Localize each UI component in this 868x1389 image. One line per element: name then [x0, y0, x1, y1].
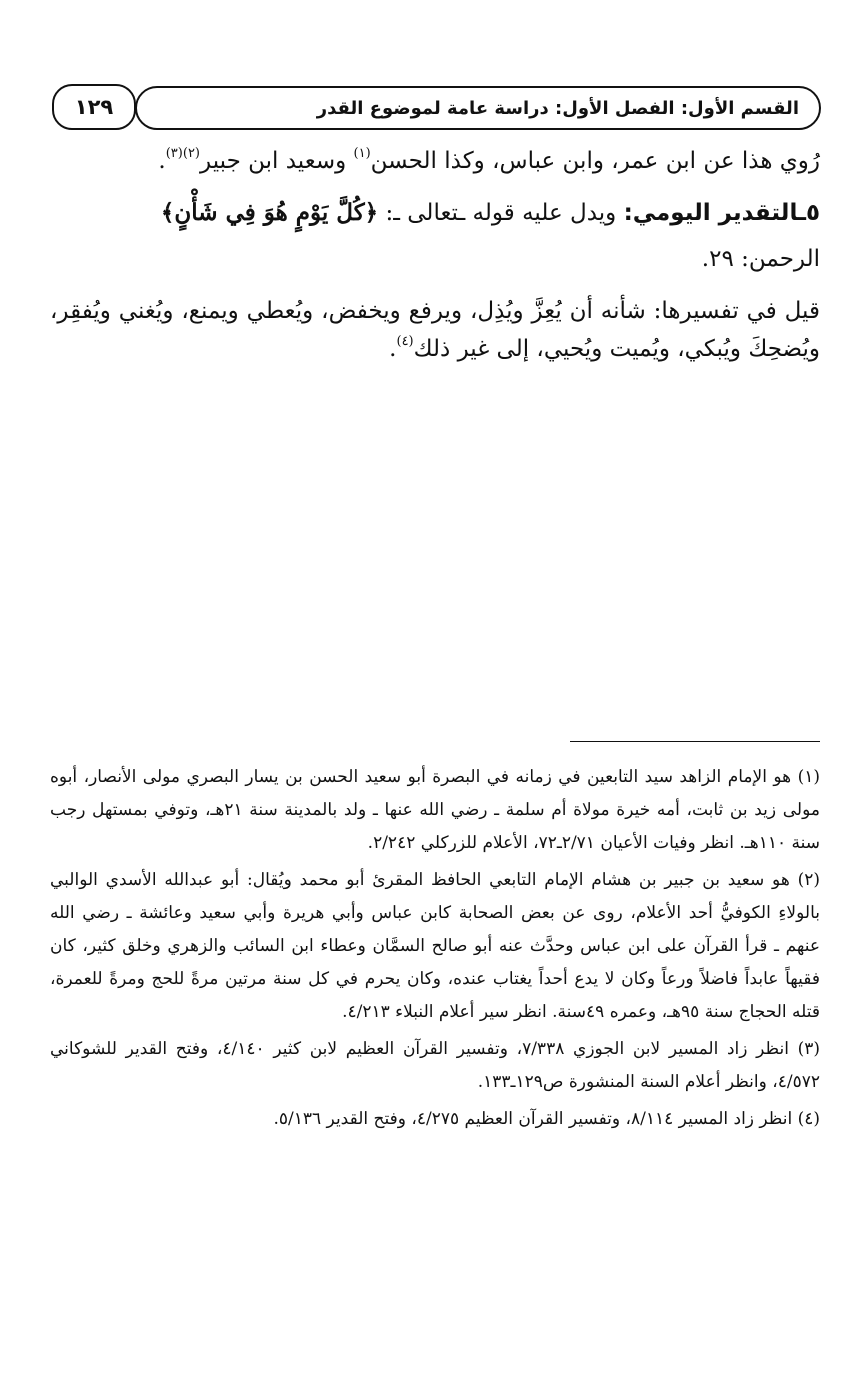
main-text [50, 142, 820, 368]
item-5-heading: ٥ـالتقدير اليومي: [623, 200, 820, 226]
narrators-text: رُوي هذا عن ابن عمر، وابن عباس، وكذا الحسن [370, 148, 820, 174]
footnote-separator [570, 741, 820, 742]
footnote-4: (٤) انظر زاد المسير ٨/١١٤، وتفسير القرآن العظيم ٤/٢٧٥، وفتح القدير ٥/١٣٦. [273, 1109, 820, 1129]
narrators-tail: . [158, 148, 166, 174]
running-head-bar [135, 86, 821, 130]
quran-verse: ﴿كُلَّ يَوْمٍ هُوَ فِي شَأْنٍ﴾ [160, 199, 379, 226]
paragraph-narrators [50, 142, 820, 180]
running-head: القسم الأول: الفصل الأول: دراسة عامة لموضوع القدر [316, 97, 799, 119]
item-5-text: ويدل عليه قوله ـتعالى ـ: [378, 200, 624, 226]
narrators-text-cont: وسعيد ابن جبير [200, 148, 354, 174]
tafsir-tail: . [389, 336, 397, 362]
page-number: ١٢٩ [52, 84, 136, 130]
footnote-ref-2-3: (٢)(٣) [165, 146, 200, 162]
footnote-ref-1: (١) [353, 146, 371, 162]
paragraph-daily-decree [50, 194, 820, 278]
footnote-ref-4: (٤) [396, 334, 414, 350]
footnote-3: (٣) انظر زاد المسير لابن الجوزي ٧/٣٣٨، وتفسير القرآن العظيم لابن كثير ٤/١٤٠، وفتح القدير للشوكاني ٤/٥٧٢، وانظر أعلام السنة المنشورة ص١٢٩ـ١٣٣. [50, 1039, 820, 1092]
surah-reference: الرحمن: ٢٩. [701, 246, 820, 272]
footnotes [50, 761, 820, 1140]
footnote-2: (٢) هو سعيد بن جبير بن هشام الإمام التابعي الحافظ المقرئ أبو محمد ويُقال: أبو عبدالله الأسدي الوالبي بالولاءِ الكوفيُّ أحد الأعلام، روى عن بعض الصحابة كابن عباس وأبي هريرة وأبي سعيد وعائشة ـ رضي الله عنهم ـ قرأ القرآن على ابن عباس وحدَّث عنه أبو صالح السمَّان وعطاء ابن السائب والزهري وخلق كثير، كان فقيهاً عابداً فاضلاً ورعاً وكان لا يدع أحداً يغتاب عنده، وكان يحرم في كل سنة مرتين مرةً للحج ومرةً للعمرة، قتله الحجاج سنة ٩٥هـ، وعمره ٤٩سنة. انظر سير أعلام النبلاء ٤/٢١٣. [50, 870, 820, 1022]
footnote-1: (١) هو الإمام الزاهد سيد التابعين في زمانه في البصرة أبو سعيد الحسن بن يسار البصري مولى الأنصار، أبوه مولى زيد بن ثابت، أمه خيرة مولاة أم سلمة ـ رضي الله عنها ـ ولد بالمدينة سنة ٢١هـ، وتوفي بمستهل رجب سنة ١١٠هـ. انظر وفيات الأعيان ٢/٧١ـ٧٢، الأعلام للزركلي ٢/٢٤٢. [50, 767, 820, 853]
tafsir-text: قيل في تفسيرها: شأنه أن يُعِزَّ ويُذِل، ويرفع ويخفض، ويُعطي ويمنع، ويُغني ويُفقِر، ويُضحِكَ ويُبكي، ويُميت ويُحيي، إلى غير ذلك [50, 298, 820, 362]
paragraph-tafsir [50, 292, 820, 368]
